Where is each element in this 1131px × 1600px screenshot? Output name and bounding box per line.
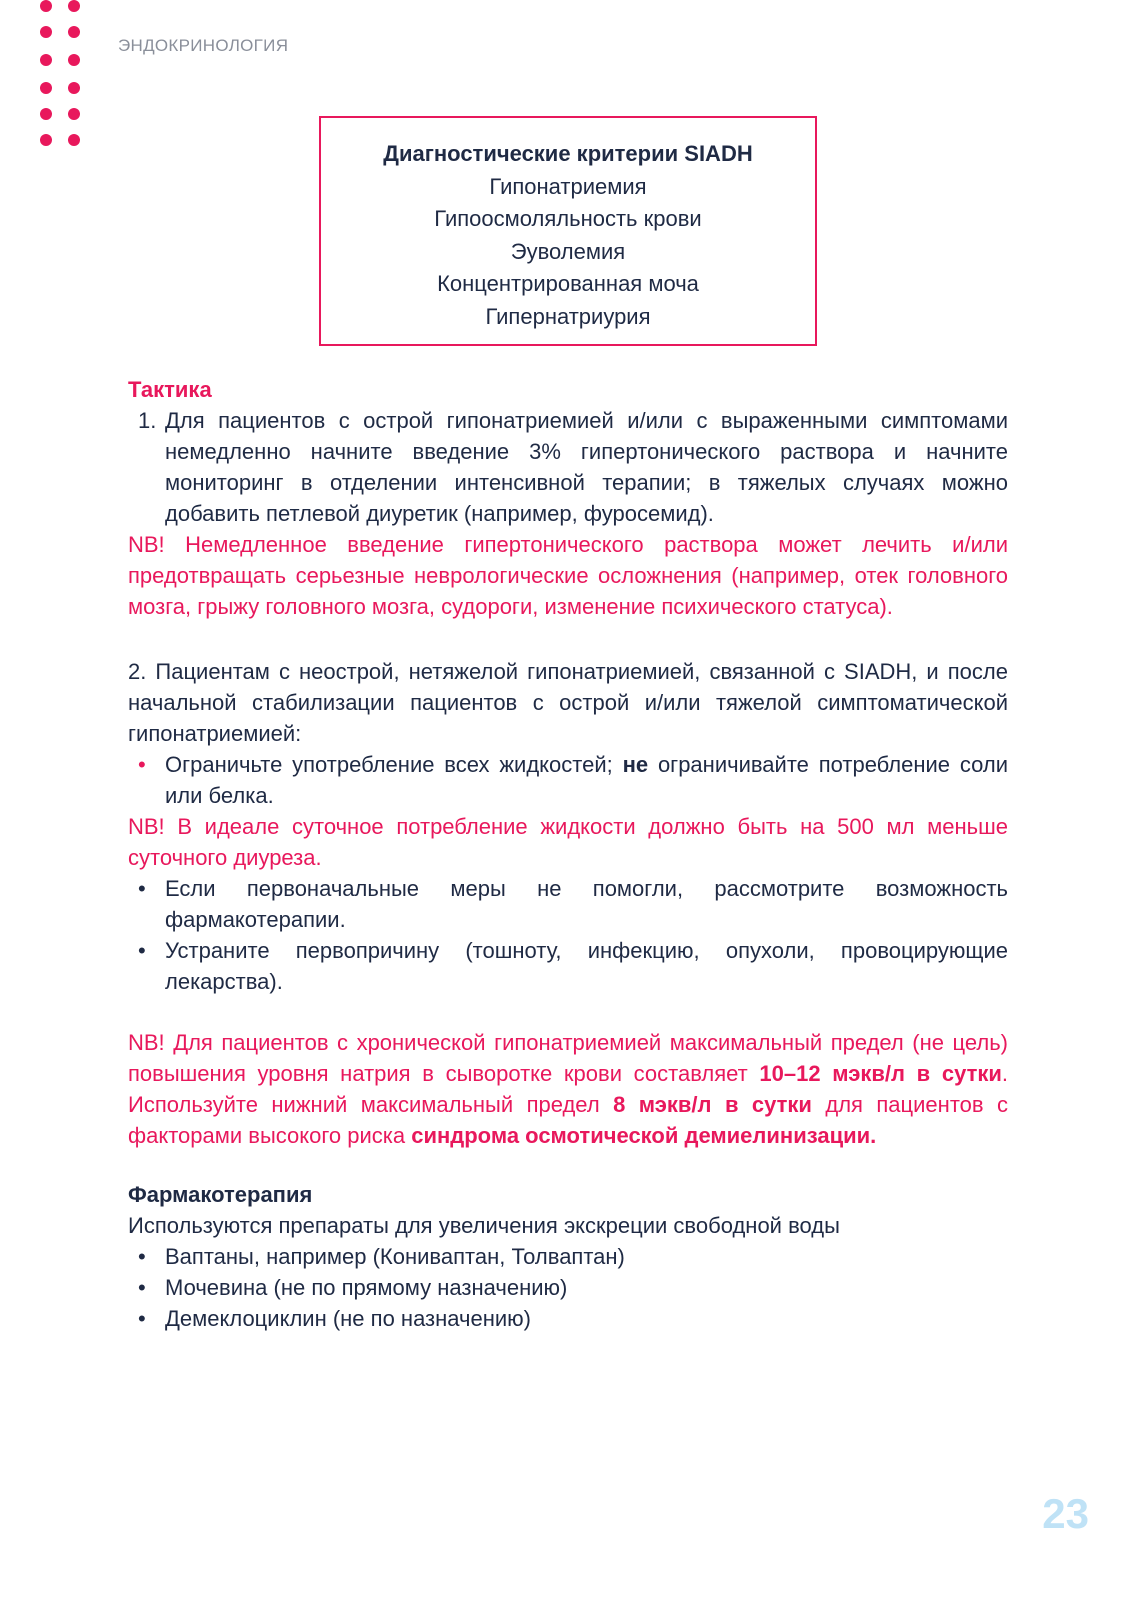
dot xyxy=(68,0,80,12)
criteria-title: Диагностические критерии SIADH xyxy=(383,141,753,166)
nb-text: для пациентов с факторами высокого риска xyxy=(128,1092,1009,1148)
bullet-marker: • xyxy=(138,938,146,963)
criteria-box xyxy=(319,116,817,346)
bullet-bold: не xyxy=(622,752,649,777)
list-item xyxy=(128,1272,1008,1303)
dot xyxy=(68,54,80,66)
main-content xyxy=(128,374,1008,1334)
dot xyxy=(40,26,52,38)
pharmacotherapy-intro: Используются препараты для увеличения экскреции свободной воды xyxy=(128,1213,840,1238)
bullet-item xyxy=(128,935,1008,997)
dot xyxy=(40,134,52,146)
numbered-item-2: 2. Пациентам с неострой, нетяжелой гипонатриемией, связанной с SIADH, и после начальной стабилизации пациентов с острой и/или тяжелой симптоматической гипонатриемией: xyxy=(128,659,1008,746)
bullet-marker: • xyxy=(138,876,146,901)
list-item xyxy=(128,1303,1008,1334)
dot xyxy=(68,108,80,120)
nb-bold: синдрома осмотической демиелинизации. xyxy=(411,1123,877,1148)
bullet-item xyxy=(128,873,1008,935)
criteria-item: Гипоосмоляльность крови xyxy=(434,206,702,231)
nb-bold: 10–12 мэкв/л в сутки xyxy=(759,1061,1002,1086)
item-number: 1. xyxy=(138,408,157,433)
nb-note: NB! В идеале суточное потребление жидкости должно быть на 500 мл меньше суточного диуреза. xyxy=(128,814,1008,870)
list-item-text: Демеклоциклин (не по назначению) xyxy=(165,1306,532,1331)
criteria-item: Гипернатриурия xyxy=(485,303,651,329)
criteria-item: Концентрированная моча xyxy=(437,271,699,296)
nb-note: NB! Немедленное введение гипертонического раствора может лечить и/или предотвращать серьезные неврологические осложнения (например, отек головного мозга, грыжу головного мозга, судороги, изменение психического статуса). xyxy=(128,532,1008,619)
item-text: Для пациентов с острой гипонатриемией и/или с выраженными симптомами немедленно начните введение 3% гипертонического раствора и начните мониторинг в отделении интенсивной терапии; в тяжелых случаях можно добавить петлевой диуретик (например, фуросемид). xyxy=(165,408,1008,526)
nb-note xyxy=(128,1027,1008,1151)
list-item-text: Мочевина (не по прямому назначению) xyxy=(165,1275,568,1300)
nb-text: NB! Для пациентов с хронической гипонатриемией максимальный предел (не цель) повышения уровня натрия в сыворотке крови составляет xyxy=(128,1030,1008,1086)
bullet-text: Устраните первопричину (тошноту, инфекцию, опухоли, провоцирующие лекарства). xyxy=(165,938,1008,994)
bullet-marker: • xyxy=(138,752,146,777)
bullet-marker: • xyxy=(138,1306,146,1331)
bullet-text: ограничивайте потребление соли или белка. xyxy=(165,752,1008,808)
page-number: 23 xyxy=(1042,1490,1089,1537)
bullet-text: Если первоначальные меры не помогли, рассмотрите возможность фармакотерапии. xyxy=(165,876,1008,932)
list-item xyxy=(128,1241,1008,1272)
list-item-text: Ваптаны, например (Кониваптан, Толваптан) xyxy=(165,1244,625,1269)
dot xyxy=(68,134,80,146)
criteria-item: Эуволемия xyxy=(510,238,626,264)
bullet-marker: • xyxy=(138,1275,146,1300)
nb-bold: 8 мэкв/л в сутки xyxy=(613,1092,812,1117)
dot xyxy=(40,0,52,12)
nb-text: . Используйте нижний максимальный предел xyxy=(128,1061,1009,1117)
bullet-item xyxy=(128,749,1008,811)
dot xyxy=(68,26,80,38)
dot xyxy=(40,108,52,120)
bullet-marker: • xyxy=(138,1244,146,1269)
section-header: ЭНДОКРИНОЛОГИЯ xyxy=(118,36,289,55)
criteria-item: Гипонатриемия xyxy=(489,173,647,199)
bullet-text: Ограничьте употребление всех жидкостей; xyxy=(165,752,623,777)
pharmacotherapy-heading: Фармакотерапия xyxy=(128,1182,313,1207)
dot xyxy=(40,54,52,66)
decorative-dots xyxy=(40,0,88,156)
tactics-heading: Тактика xyxy=(128,377,212,402)
numbered-item xyxy=(128,405,1008,529)
dot xyxy=(40,82,52,94)
dot xyxy=(68,82,80,94)
